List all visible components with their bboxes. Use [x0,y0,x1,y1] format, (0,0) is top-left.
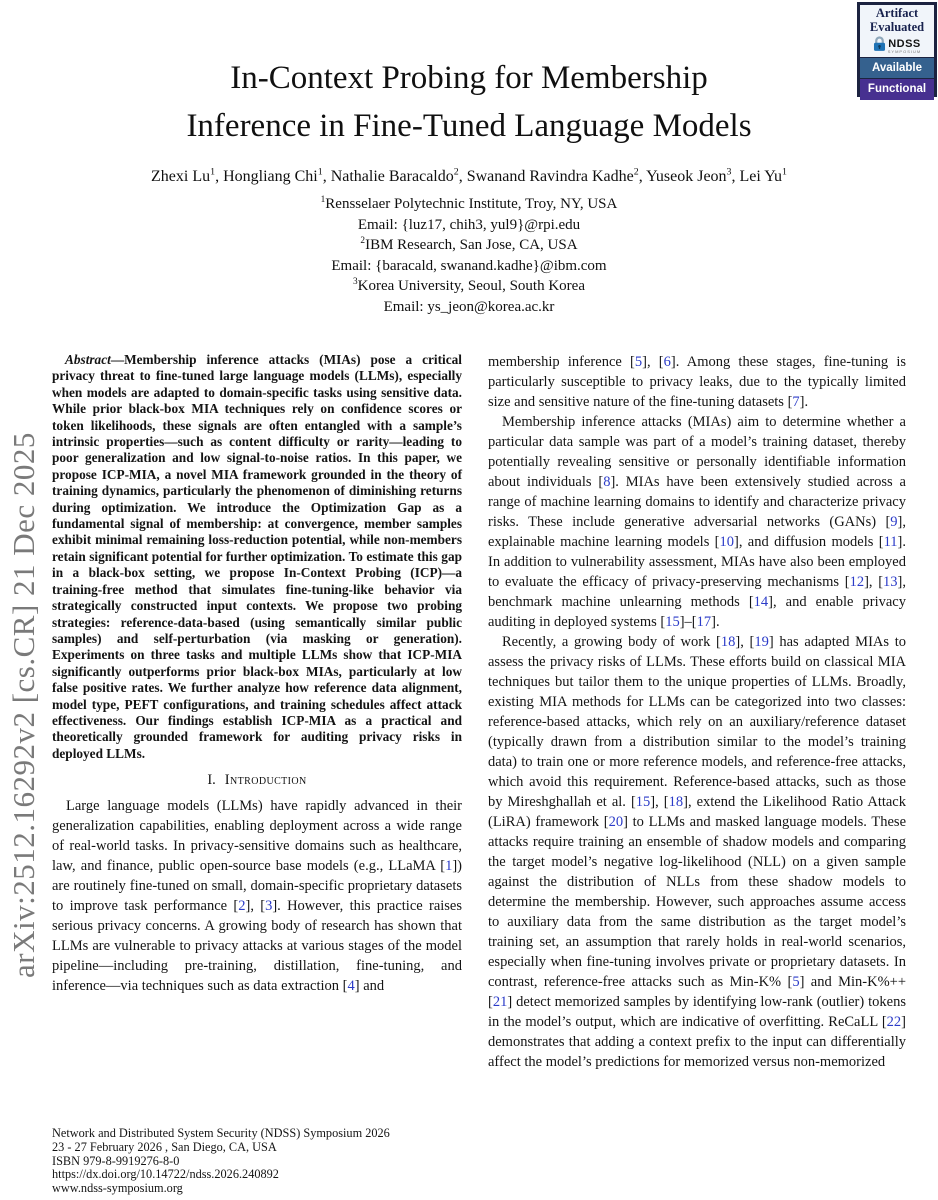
paper-title-line2: Inference in Fine-Tuned Language Models [186,108,752,144]
intro-paragraph-1: Large language models (LLMs) have rapidly advanced in their generalization capabilities, enabling deployment across a wide range of real-world tasks. In privacy-sensitive domains such as healthcare, law, and finance, public open-source base models (e.g., LLaMA [1]) are routinely fine-tuned on small, domain-specific proprietary datasets to improve task performance [2], [3]. However, this practice raises serious privacy concerns. A growing body of research has shown that LLMs are vulnerable to privacy attacks at various stages of the model pipeline—including pre-training, distillation, fine-tuning, and inference—via techniques such as data extraction [4] and [52,798,462,995]
citation-link[interactable]: 4 [347,978,355,995]
affiliation-line: $^2$IBM Research, San Jose, CA, USA [360,236,578,253]
affiliation-line: $^1$Rensselaer Polytechnic Institute, Troy, NY, USA [320,195,618,212]
author: Yuseok Jeon$^3$, [646,166,740,185]
citation-link[interactable]: 2 [238,898,246,915]
paper-title [0,54,938,150]
citation-link[interactable]: 20 [608,814,624,830]
footer-block [52,1127,482,1196]
abstract-lead-label: Abstract [65,352,111,367]
citation-link[interactable]: 19 [754,634,769,650]
right-column [488,352,906,1192]
affiliation-line: Email: {luz17, chih3, yul9}@rpi.edu [357,216,581,233]
citation-link[interactable]: 15 [635,794,651,810]
intro-paragraph-3: Recently, a growing body of work [18], [19] has adapted MIAs to assess the privacy risks of LLMs. These efforts build on classical MIA techniques but tailor them to the unique properties of LLMs. Broadly, existing MIA methods for LLMs can be categorized into two classes: reference-based attacks, which rely on an auxiliary/reference dataset (typically drawn from a distribution similar to the model’s training data) to train one or more reference models, and reference-free attacks, which avoid this requirement. Reference-based attacks, such as those by Mireshghallah et al. [15], [18], extend the Likelihood Ratio Attack (LiRA) framework [20] to LLMs and masked language models. These attacks require training an ensemble of shadow models and comparing the target model’s negative log-likelihood (NLL) on a given sample against the distribution of NLLs from these shadow models to determine the membership. However, such approaches assume access to auxiliary data from the same distribution as the target model’s training set, an assumption that rarely holds in real-world scenarios, especially when fine-tuning involves private or proprietary datasets. In contrast, reference-free attacks such as Min-K% [5] and Min-K%++ [21] detect memorized samples by identifying low-rank (outlier) tokens in the model’s output, which are indicative of overfitting. ReCaLL [22] demonstrates that adding a context prefix to the input can differentially affect the model’s predictions for memorized versus non-memorized [488,634,906,1070]
citation-link[interactable]: 14 [753,594,769,610]
badge-functional-band: Functional [860,78,934,100]
author: Swanand Ravindra Kadhe$^2$, [466,166,647,185]
affiliation-line: Email: {baracald, swanand.kadhe}@ibm.com [331,257,607,274]
left-column [52,352,462,996]
citation-link[interactable]: 22 [886,1014,902,1030]
citation-link[interactable]: 15 [665,614,680,630]
badge-artifact-line1: Artifact [875,6,919,20]
footer-line: www.ndss-symposium.org [52,1181,183,1196]
citation-link[interactable]: 18 [720,634,736,650]
section-number: I. [207,772,216,789]
citation-link[interactable]: 9 [890,514,898,530]
author: Lei Yu$^1$ [739,166,787,185]
author-list [0,168,938,186]
section-title: Introduction [224,772,307,789]
affiliation-line: $^3$Korea University, Seoul, South Korea [353,277,585,294]
affiliation-line: Email: ys_jeon@korea.ac.kr [383,298,555,315]
citation-link[interactable]: 8 [603,474,611,490]
citation-link[interactable]: 12 [849,574,865,590]
author: Nathalie Baracaldo$^2$, [330,166,467,185]
citation-link[interactable]: 17 [696,614,712,630]
citation-link[interactable]: 10 [719,534,735,550]
intro-paragraph-2: Membership inference attacks (MIAs) aim to determine whether a particular data sample was part of a model’s training dataset, thereby potentially revealing sensitive or personally identifiable information about individuals [8]. MIAs have been extensively studied across a range of machine learning domains to identify and characterize privacy risks. These include generative adversarial networks (GANs) [9], explainable machine learning models [10], and diffusion models [11]. In addition to vulnerability assessment, MIAs have also been employed to evaluate the efficacy of privacy-preserving mechanisms [12], [13], benchmark machine unlearning methods [14], and enable privacy auditing in deployed systems [15]–[17]. [488,414,906,630]
section-heading-introduction [52,772,462,789]
citation-link[interactable]: 13 [883,574,898,590]
citation-link[interactable]: 21 [492,994,508,1010]
badge-available-band: Available [860,57,934,78]
citation-link[interactable]: 18 [668,794,684,810]
badge-artifact-line2: Evaluated [869,19,925,34]
citation-link[interactable]: 1 [445,858,453,875]
citation-link[interactable]: 11 [883,534,898,550]
arxiv-watermark: arXiv:2512.16292v2 [cs.CR] 21 Dec 2025 [6,432,41,978]
affiliation-list [0,194,938,317]
footer-line: ISBN 979-8-9919276-8-0 [52,1153,180,1168]
citation-link[interactable]: 5 [634,354,643,370]
author: Hongliang Chi$^1$, [223,166,331,185]
ndss-logo-text: NDSS [888,38,921,50]
ndss-logo-subtext: SYMPOSIUM [887,49,922,54]
abstract-text: —Membership inference attacks (MIAs) pose a critical privacy threat to fine-tuned large language models (LLMs), especially when models are adapted to domain-specific tasks using sensitive data. While prior black-box MIA techniques rely on confidence scores or token likelihoods, these signals are often entangled with a sample’s intrinsic properties—such as content difficulty or rarity—leading to poor generalization and low signal-to-noise ratios. In this paper, we propose ICP-MIA, a novel MIA framework grounded in the theory of training dynamics, particularly the phenomenon of diminishing returns during optimization. We introduce the Optimization Gap as a fundamental signal of membership: at convergence, member samples exhibit minimal remaining loss-reduction potential, while non-members retain significant potential for further optimization. To estimate this gap in a black-box setting, we propose In-Context Probing (ICP)—a training-free method that simulates fine-tuning-like behavior via strategically constructed input contexts. We propose two probing strategies: reference-data-based (using semantically similar public samples) and self-perturbation (via masking or generation). Experiments on three tasks and multiple LLMs show that ICP-MIA significantly outperforms prior black-box MIAs, particularly at low false positive rates. We further analyze how reference data alignment, model type, PEFT configurations, and training schedules affect attack effectiveness. Our findings establish ICP-MIA as a practical and theoretically grounded framework for auditing privacy risks in deployed LLMs. [52,352,462,761]
author: Zhexi Lu$^1$, [151,166,224,185]
paper-title-line1: In-Context Probing for Membership [230,60,708,96]
citation-link[interactable]: 3 [265,898,273,915]
citation-link[interactable]: 6 [663,354,671,370]
citation-link[interactable]: 7 [792,394,800,410]
footer-line: 23 - 27 February 2026 , San Diego, CA, USA [52,1139,277,1154]
intro-paragraph-1-continued: membership inference [5], [6]. Among these stages, fine-tuning is particularly susceptible to privacy leaks, due to the typically limited size and sensitive nature of the fine-tuning datasets [7]. [488,354,906,410]
footer-line: Network and Distributed System Security (NDSS) Symposium 2026 [52,1126,390,1140]
footer-line: https://dx.doi.org/10.14722/ndss.2026.240892 [52,1167,279,1182]
abstract-paragraph [52,352,462,762]
citation-link[interactable]: 5 [792,974,800,990]
badge-artifact-section [860,5,934,57]
